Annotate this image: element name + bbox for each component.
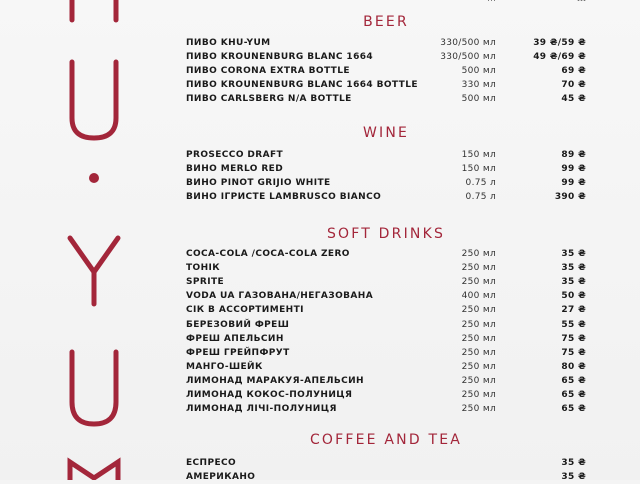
menu-item-volume: 250 мл [461, 249, 496, 259]
menu-item-row [186, 457, 586, 470]
menu-item-volume: 500 мл [461, 94, 496, 105]
menu-item-name: COCA-COLA /COCA-COLA ZERO [186, 249, 350, 259]
menu-item-name: ВИНО ІГРИСТЕ LAMBRUSCO BIANCO [186, 192, 382, 203]
menu-item-price: 75 ₴ [561, 333, 586, 344]
menu-item-price: 50 ₴ [561, 291, 586, 302]
section-title-soft-drinks: SOFT DRINKS [326, 226, 446, 242]
menu-item-name: ТОНІК [186, 263, 221, 274]
menu-item-price: 55 ₴ [561, 319, 586, 330]
menu-item-row [186, 248, 586, 261]
menu-item-name: PROSECCO DRAFT [186, 150, 284, 160]
menu-item-price: 27 ₴ [561, 305, 586, 316]
menu-item-price: 35 ₴ [561, 277, 586, 288]
menu-item-volume: 330 мл [461, 80, 496, 91]
menu-item-name: SPRITE [186, 277, 225, 288]
menu-item-price: 70 ₴ [561, 80, 586, 91]
menu-item-name: МАНГО-ШЕЙК [186, 361, 263, 372]
menu-item-name: ЛИМОНАД ЛІЧІ-ПОЛУНИЦЯ [186, 404, 337, 415]
section-title-wine: WINE [362, 125, 410, 141]
menu-item-volume: 250 мл [461, 263, 496, 274]
menu-item-price: 45 ₴ [561, 94, 586, 105]
menu-item-row [186, 389, 586, 402]
menu-item-row [186, 93, 586, 106]
menu-item-name: ЛИМОНАД КОКОС-ПОЛУНИЦЯ [186, 390, 353, 400]
menu-item-volume: 250 мл [461, 305, 496, 316]
menu-item-row [186, 375, 586, 388]
menu-item-volume: 250 мл [461, 333, 496, 344]
menu-item-price: 35 ₴ [561, 263, 586, 274]
menu-item-name: ФРЕШ АПЕЛЬСИН [186, 333, 284, 344]
menu-item-row [186, 37, 586, 50]
menu-item-volume: 250 мл [461, 319, 496, 330]
menu-item-name: ПИВО KROUNENBURG BLANC 1664 [186, 52, 374, 63]
menu-item-name: ВИНО PINOT GRIJIO WHITE [186, 178, 331, 189]
menu-item-volume: 250 мл [461, 277, 496, 288]
menu-item-name: ФРЕШ ГРЕЙПФРУТ [186, 347, 290, 358]
menu-item-row [186, 163, 586, 176]
menu-item-price: 35 ₴ [561, 249, 586, 259]
menu-item-volume: 330/500 мл [440, 38, 496, 48]
menu-item-volume: 250 мл [461, 390, 496, 400]
menu-item-row [186, 361, 586, 374]
menu-item-volume: 250 мл [461, 404, 496, 415]
menu-item-price: 65 ₴ [561, 390, 586, 400]
menu-item-row [186, 304, 586, 317]
menu-item-row [186, 471, 586, 484]
menu-item-name: ПИВО KROUNENBURG BLANC 1664 BOTTLE [186, 80, 418, 91]
menu-item-row [186, 79, 586, 92]
menu-item-name: ПИВО CARLSBERG N/A BOTTLE [186, 94, 352, 105]
cropped-price [577, 0, 586, 4]
menu-item-price: 35 ₴ [561, 458, 586, 468]
menu-item-price: 39 ₴/59 ₴ [533, 38, 586, 48]
menu-item-row [186, 276, 586, 289]
cropped-volume [487, 0, 496, 4]
menu-item-row [186, 262, 586, 275]
section-title-coffee-and-tea: COFFEE AND TEA [309, 432, 463, 448]
menu-item-price: 89 ₴ [561, 150, 586, 160]
menu-item-row [186, 347, 586, 360]
menu-item-volume: 330/500 мл [440, 52, 496, 63]
menu-item-volume: 150 мл [461, 150, 496, 160]
menu-item-row [186, 403, 586, 416]
menu-item-price: 35 ₴ [561, 472, 586, 483]
menu-item-name: ЛИМОНАД МАРАКУЯ-АПЕЛЬСИН [186, 375, 364, 386]
menu-item-volume: 250 мл [461, 361, 496, 372]
menu-item-name: ПИВО CORONA EXTRA BOTTLE [186, 66, 350, 77]
menu-item-price: 99 ₴ [561, 178, 586, 189]
menu-item-name: ПИВО KHU-YUM [186, 38, 271, 48]
menu-item-name: АМЕРИКАНО [186, 472, 256, 483]
menu-item-name: СІК В АССОРТИМЕНТІ [186, 305, 304, 316]
menu-item-name: VODA UA ГАЗОВАНА/НЕГАЗОВАНА [186, 291, 374, 302]
menu-item-price: 80 ₴ [561, 361, 586, 372]
menu-item-volume: 250 мл [461, 347, 496, 358]
menu-item-row [186, 65, 586, 78]
menu-item-volume: 500 мл [461, 66, 496, 77]
menu-item-name: БЕРЕЗОВИЙ ФРЕШ [186, 319, 290, 330]
menu-item-volume: 250 мл [461, 375, 496, 386]
menu-item-name: ЕСПРЕСО [186, 458, 237, 468]
menu-item-price: 69 ₴ [561, 66, 586, 77]
menu-item-row [186, 319, 586, 332]
menu-item-row [186, 177, 586, 190]
menu-item-price: 75 ₴ [561, 347, 586, 358]
menu-item-price: 65 ₴ [561, 375, 586, 386]
menu-item-price: 99 ₴ [561, 164, 586, 175]
menu-item-row [186, 333, 586, 346]
menu-item-row [186, 51, 586, 64]
menu-item-name: ВИНО MERLO RED [186, 164, 284, 175]
menu-item-row [186, 149, 586, 162]
section-title-beer: BEER [363, 14, 409, 30]
cropped-row [186, 0, 586, 4]
menu-item-price: 390 ₴ [554, 192, 586, 203]
menu-item-row [186, 290, 586, 303]
menu-item-row [186, 191, 586, 204]
menu-item-volume: 150 мл [461, 164, 496, 175]
menu-item-price: 49 ₴/69 ₴ [533, 52, 586, 63]
menu-item-volume: 400 мл [461, 291, 496, 302]
menu-item-price: 65 ₴ [561, 404, 586, 415]
menu-item-volume: 0.75 л [465, 178, 496, 189]
menu-item-volume: 0.75 л [465, 192, 496, 203]
